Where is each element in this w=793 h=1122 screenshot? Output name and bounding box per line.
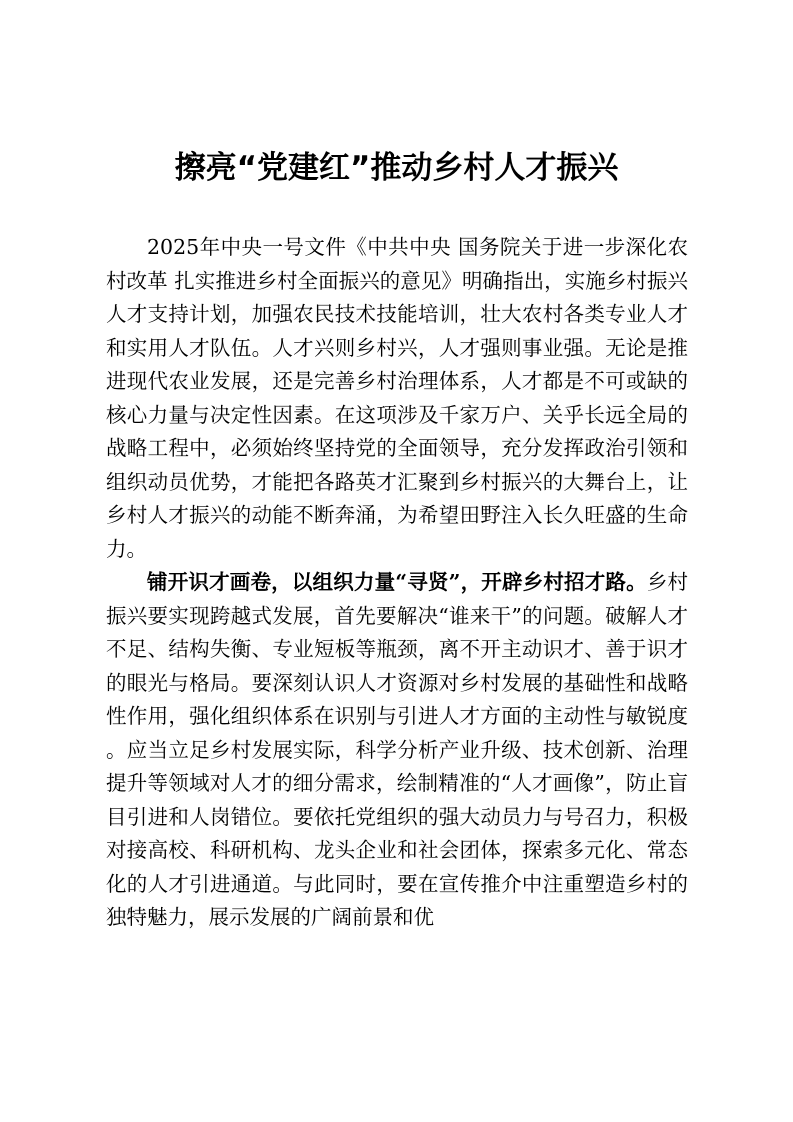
paragraph-intro xyxy=(106,231,688,566)
paragraph-text: 2025年中央一号文件《中共中央 国务院关于进一步深化农村改革 扎实推进乡村全面振兴的意见》明确指出，实施乡村振兴人才支持计划，加强农民技术技能培训，壮大农村各类专业人才和实用人才队伍。人才兴则乡村兴，人才强则事业强。无论是推进现代农业发展，还是完善乡村治理体系，人才都是不可或缺的核心力量与决定性因素。在这项涉及千家万户、关乎长远全局的战略工程中，必须始终坚持党的全面领导，充分发挥政治引领和组织动员优势，才能把各路英才汇聚到乡村振兴的大舞台上，让乡村人才振兴的动能不断奔涌，为希望田野注入长久旺盛的生命力。 xyxy=(106,235,688,561)
document-title: 擦亮“党建红”推动乡村人才振兴 xyxy=(174,150,619,186)
document-body xyxy=(106,231,688,935)
paragraph-lead: 铺开识才画卷，以组织力量“寻贤”，开辟乡村招才路。 xyxy=(147,570,647,594)
paragraph-talent-recruitment xyxy=(106,566,688,935)
paragraph-text: 乡村振兴要实现跨越式发展，首先要解决“谁来干”的问题。破解人才不足、结构失衡、专业短板等瓶颈，离不开主动识才、善于识才的眼光与格局。要深刻认识人才资源对乡村发展的基础性和战略性作用，强化组织体系在识别与引进人才方面的主动性与敏锐度。应当立足乡村发展实际，科学分析产业升级、技术创新、治理提升等领域对人才的细分需求，绘制精准的“人才画像”，防止盲目引进和人岗错位。要依托党组织的强大动员力与号召力，积极对接高校、科研机构、龙头企业和社会团体，探索多元化、常态化的人才引进通道。与此同时，要在宣传推介中注重塑造乡村的独特魅力，展示发展的广阔前景和优 xyxy=(106,570,689,929)
